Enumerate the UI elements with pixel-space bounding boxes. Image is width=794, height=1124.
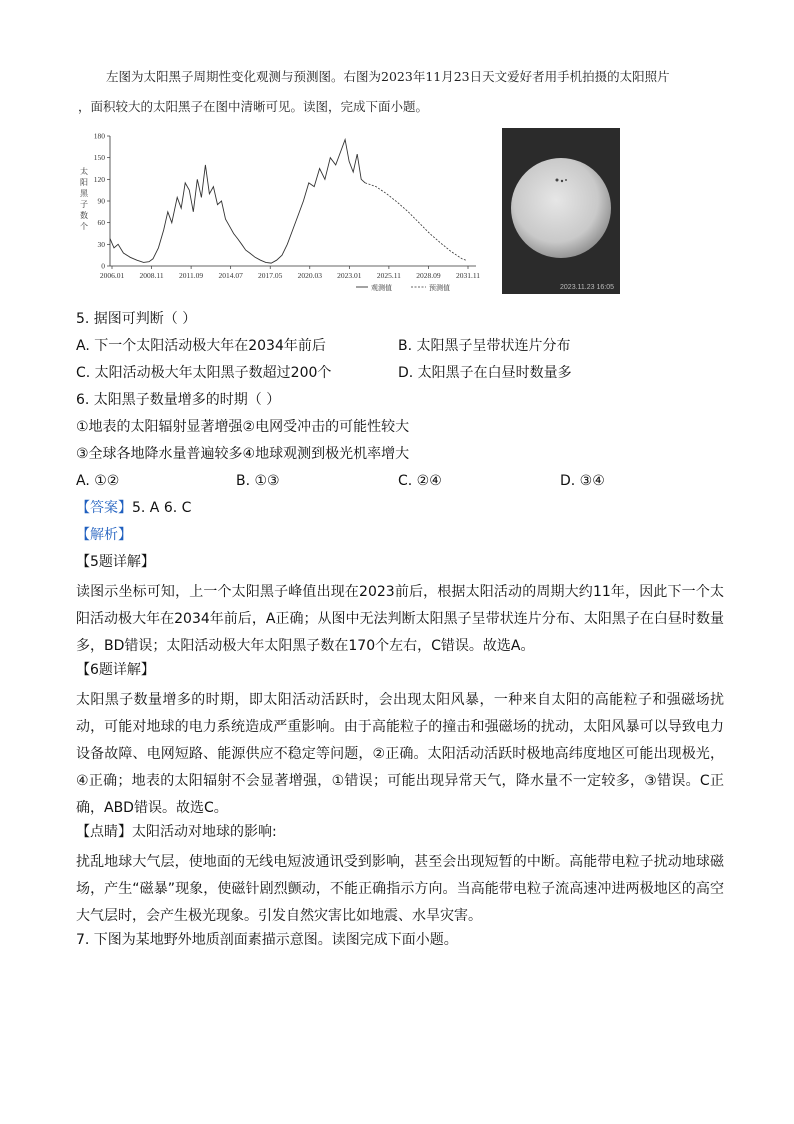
legend-observed-label: 观测值 xyxy=(371,284,392,292)
photo-caption: 2023.11.23 16:05 xyxy=(560,284,614,291)
x-tick-label: 2025.11 xyxy=(376,271,401,280)
y-axis-label-char: 太 xyxy=(80,167,88,176)
sunspot-chart xyxy=(76,126,486,298)
q7-stem: 7. 下图为某地野外地质剖面素描示意图。读图完成下面小题。 xyxy=(76,932,458,948)
q5-option-b: B. 太阳黑子呈带状连片分布 xyxy=(398,338,571,354)
q5-option-c: C. 太阳活动极大年太阳黑子数超过200个 xyxy=(76,365,332,381)
detail-6-title: 【6题详解】 xyxy=(76,662,155,678)
sun-photo xyxy=(502,128,620,294)
x-tick-label: 2023.01 xyxy=(337,271,362,280)
y-axis-label-char: 黑 xyxy=(80,189,88,198)
q6-stem: 6. 太阳黑子数量增多的时期（ ） xyxy=(76,392,281,408)
legend xyxy=(356,283,450,292)
analysis-tag: 【解析】 xyxy=(76,527,132,543)
sunspot xyxy=(565,179,567,181)
y-axis-label-char: 个 xyxy=(80,222,88,231)
tip-text: 扰乱地球大气层，使地面的无线电短波通讯受到影响，甚至会出现短暂的中断。高能带电粒子扰动地球磁场，产生“磁暴”现象，使磁针剧烈颤动，不能正确指示方向。当高能带电粒子流高速冲进两极地区的高空大气层时，会产生极光现象。引发自然灾害比如地震、水旱灾害。 xyxy=(76,854,724,924)
y-tick-label: 0 xyxy=(101,261,105,271)
y-axis-label-char: 子 xyxy=(80,200,88,209)
detail-5-title: 【5题详解】 xyxy=(76,554,155,570)
y-tick-label: 30 xyxy=(97,239,105,249)
q6-option-c: C. ②④ xyxy=(398,473,442,489)
x-tick-label: 2028.09 xyxy=(416,271,441,280)
detail-5-text: 读图示坐标可知，上一个太阳黑子峰值出现在2023前后，根据太阳活动的周期大约11年，因此下一个太阳活动极大年在2034年前后，A正确；从图中无法判断太阳黑子呈带状连片分布、太阳黑子在白昼时数量多，BD错误；太阳活动极大年太阳黑子数在170个左右，C错误。故选A。 xyxy=(76,584,724,654)
x-tick-label: 2031.11 xyxy=(455,271,481,280)
series-observed-line xyxy=(110,140,365,264)
q5-option-a: A. 下一个太阳活动极大年在2034年前后 xyxy=(76,338,326,354)
y-axis-label-char: 数 xyxy=(80,211,88,220)
x-ticks xyxy=(100,266,480,280)
answer-text: 5. A 6. C xyxy=(132,500,192,516)
detail-6-text: 太阳黑子数量增多的时期，即太阳活动活跃时，会出现太阳风暴，一种来自太阳的高能粒子和强磁场扰动，可能对地球的电力系统造成严重影响。由于高能粒子的撞击和强磁场的扰动，太阳风暴可以导致电力设备故障、电网短路、能源供应不稳定等问题，②正确。太阳活动活跃时极地高纬度地区可能出现极光，④正确；地表的太阳辐射不会显著增强，①错误；可能出现异常天气，降水量不一定较多，③错误。C正确，ABD错误。故选C。 xyxy=(76,692,724,816)
y-tick-label: 90 xyxy=(97,196,105,206)
intro-text xyxy=(78,62,718,122)
series-predicted-line xyxy=(365,183,466,260)
sun-disk-image xyxy=(502,128,620,294)
legend-predicted-label: 预测值 xyxy=(429,284,450,292)
answer-tag: 【答案】 xyxy=(76,500,132,516)
x-tick-label: 2017.05 xyxy=(258,271,283,280)
y-axis-label xyxy=(80,166,89,231)
q5-option-d: D. 太阳黑子在白昼时数量多 xyxy=(398,365,572,381)
x-tick-label: 2008.11 xyxy=(139,271,164,280)
y-axis-label-char: 阳 xyxy=(80,178,88,187)
y-tick-label: 180 xyxy=(93,131,105,141)
intro-line-1: 左图为太阳黑子周期性变化观测与预测图。右图为2023年11月23日天文爱好者用手机拍摄的太阳照片 xyxy=(106,69,670,84)
y-tick-label: 60 xyxy=(97,218,105,228)
q6-option-a: A. ①② xyxy=(76,473,120,489)
plot-area xyxy=(110,140,466,264)
q6-statements-2: ③全球各地降水量普遍较多④地球观测到极光机率增大 xyxy=(76,446,410,462)
q6-statements-1: ①地表的太阳辐射显著增强②电网受冲击的可能性较大 xyxy=(76,419,410,435)
x-tick-label: 2011.09 xyxy=(179,271,204,280)
sun-disk xyxy=(511,158,611,258)
tip-title: 【点睛】太阳活动对地球的影响: xyxy=(76,824,277,840)
sunspot xyxy=(556,179,559,182)
x-tick-label: 2014.07 xyxy=(218,271,243,280)
x-tick-label: 2020.03 xyxy=(297,271,322,280)
y-tick-label: 150 xyxy=(93,153,105,163)
q5-stem: 5. 据图可判断（ ） xyxy=(76,311,197,327)
answer xyxy=(76,498,191,518)
q6-option-d: D. ③④ xyxy=(560,473,605,489)
q6-option-b: B. ①③ xyxy=(236,473,280,489)
x-tick-label: 2006.01 xyxy=(99,271,125,280)
intro-line-2: ，面积较大的太阳黑子在图中清晰可见。读图，完成下面小题。 xyxy=(78,99,429,114)
sunspot xyxy=(561,180,563,182)
y-tick-label: 120 xyxy=(93,174,105,184)
y-ticks xyxy=(94,132,110,271)
